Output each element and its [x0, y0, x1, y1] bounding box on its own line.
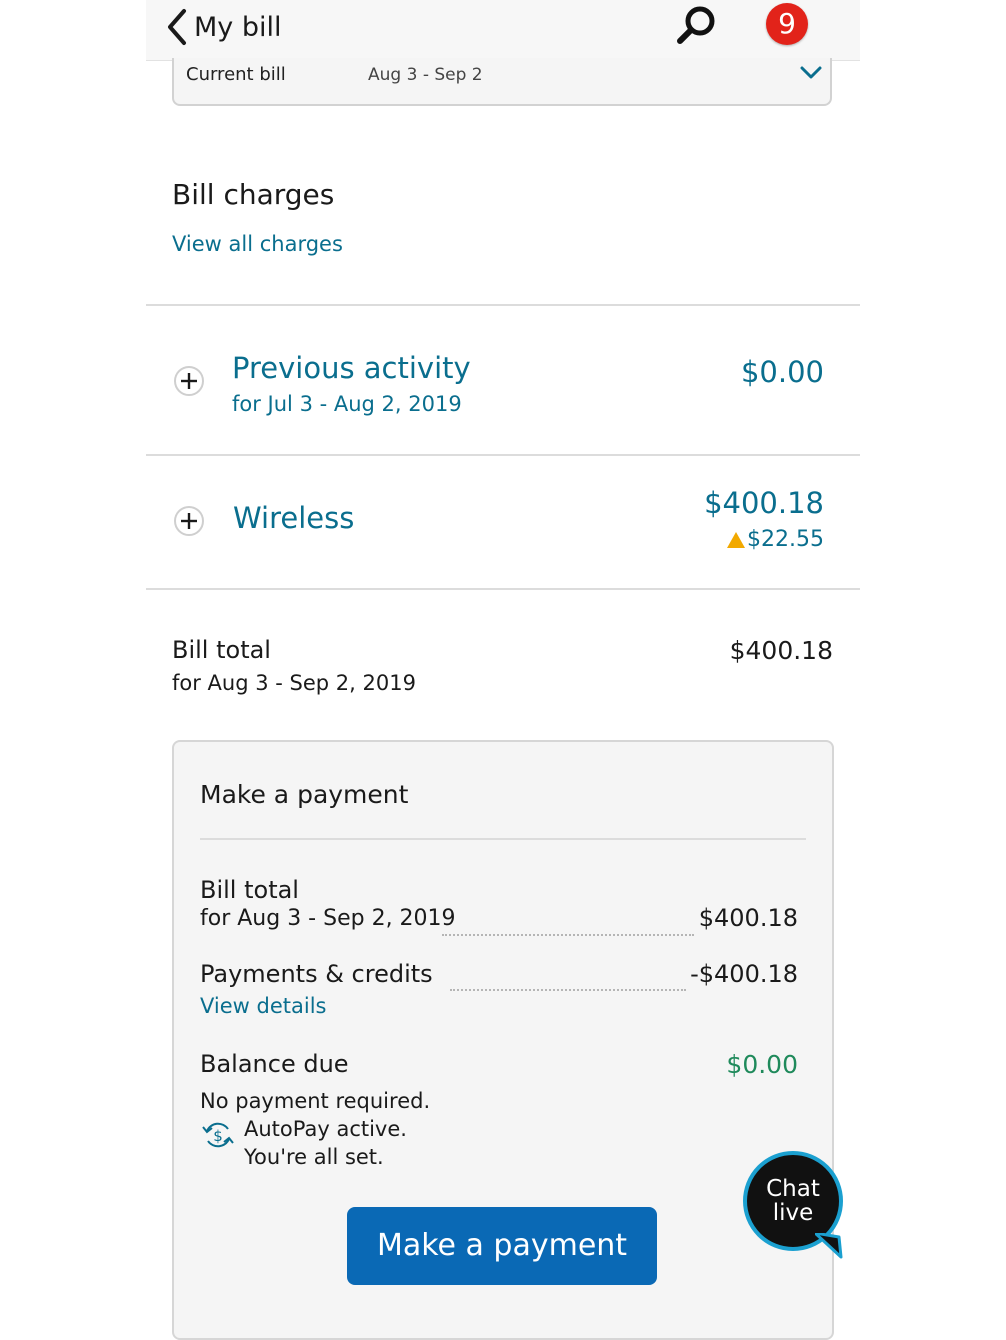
payments-credits-amount: -$400.18	[690, 960, 798, 988]
expand-wireless-button[interactable]	[174, 506, 204, 536]
view-all-charges-link[interactable]: View all charges	[172, 232, 343, 256]
card-bill-total-amount: $400.18	[698, 904, 798, 932]
divider	[200, 838, 806, 840]
warning-triangle-icon	[726, 531, 746, 549]
previous-activity-title[interactable]: Previous activity	[232, 351, 471, 385]
view-details-link[interactable]: View details	[200, 994, 327, 1018]
svg-text:$: $	[213, 1127, 223, 1145]
chat-label	[747, 1177, 839, 1225]
balance-due-label: Balance due	[200, 1050, 349, 1078]
search-icon	[674, 3, 720, 49]
dotted-leader	[442, 934, 694, 936]
card-bill-total-label: Bill total	[200, 876, 299, 904]
plus-icon	[176, 508, 202, 534]
previous-activity-period: for Jul 3 - Aug 2, 2019	[232, 392, 462, 416]
bill-total-amount: $400.18	[729, 636, 833, 665]
back-button[interactable]	[166, 2, 282, 52]
bill-total-period: for Aug 3 - Sep 2, 2019	[172, 671, 416, 695]
divider	[146, 304, 860, 306]
wireless-amount: $400.18	[704, 486, 824, 520]
chat-line-1: Chat	[766, 1176, 820, 1202]
wireless-change-amount: $22.55	[747, 527, 824, 552]
bill-total-label: Bill total	[172, 636, 271, 664]
chat-bubble-tail-icon	[815, 1233, 843, 1259]
selector-range: Aug 3 - Sep 2	[368, 65, 483, 85]
autopay-note: You're all set.	[244, 1145, 384, 1169]
chat-live-button[interactable]	[743, 1151, 843, 1251]
chevron-left-icon	[166, 8, 188, 46]
plus-icon	[176, 368, 202, 394]
divider	[146, 588, 860, 590]
selector-label: Current bill	[186, 64, 286, 85]
payments-credits-label: Payments & credits	[200, 960, 433, 988]
make-payment-heading: Make a payment	[200, 780, 409, 809]
dotted-leader	[450, 989, 686, 991]
card-bill-total-period: for Aug 3 - Sep 2, 2019	[200, 906, 456, 931]
chevron-down-icon	[800, 66, 822, 80]
search-button[interactable]	[674, 3, 724, 53]
bill-charges-heading: Bill charges	[172, 178, 335, 211]
wireless-title[interactable]: Wireless	[233, 501, 355, 535]
wireless-change	[726, 527, 824, 552]
chat-line-2: live	[772, 1200, 814, 1226]
autopay-status: AutoPay active.	[244, 1117, 407, 1141]
top-nav-bar	[146, 0, 860, 61]
balance-due-amount: $0.00	[726, 1050, 798, 1079]
bill-period-selector[interactable]	[172, 58, 832, 106]
page-title: My bill	[194, 11, 282, 43]
make-payment-button[interactable]: Make a payment	[347, 1207, 657, 1285]
divider	[146, 454, 860, 456]
autopay-icon	[202, 1119, 234, 1151]
notification-badge[interactable]: 9	[766, 3, 808, 45]
expand-previous-activity-button[interactable]	[174, 366, 204, 396]
no-payment-text: No payment required.	[200, 1089, 431, 1113]
previous-activity-amount: $0.00	[740, 355, 824, 389]
